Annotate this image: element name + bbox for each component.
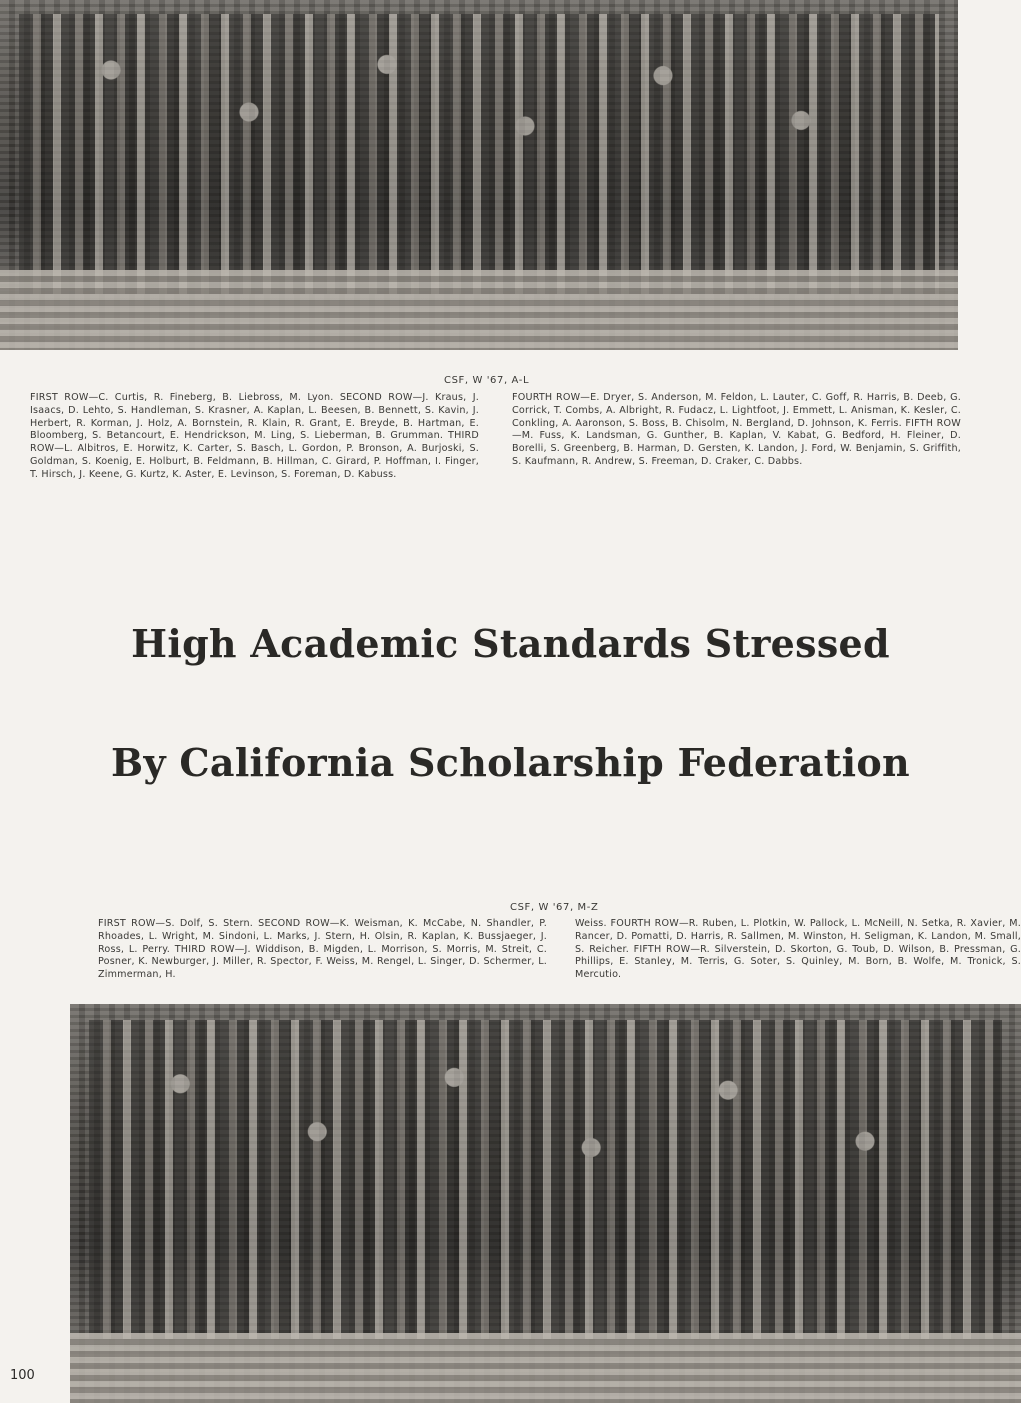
bottom-photo-crowd [89,1020,1002,1339]
caption-1-title: CSF, W '67, A-L [444,375,530,386]
caption-2-title: CSF, W '67, M-Z [510,902,599,913]
caption-2-right-column: Weiss. FOURTH ROW—R. Ruben, L. Plotkin, W. Pallock, L. McNeill, N. Setka, R. Xavier, M. Rancer, D. Pomatti, D. Harris, R. Sallmen, M. Winston, H. Seligman, K. Landon, M. Small, S. Reicher. FIFTH ROW—R. Silverstein, D. Skorton, G. Toub, D. Wilson, B. Pressman, G. Phillips, E. Stanley, M. Terris, G. Soter, S. Quinley, M. Born, B. Wolfe, M. Tronick, S. Mercutio. [575,918,1021,981]
top-group-photo [0,0,958,350]
caption-2-left-column: FIRST ROW—S. Dolf, S. Stern. SECOND ROW—K. Weisman, K. McCabe, N. Shandler, P. Rhoades, L. Wright, M. Sindoni, L. Marks, J. Stern, H. Olsin, R. Kaplan, K. Bussjaeger, J. Ross, L. Perry. THIRD ROW—J. Widdison, B. Migden, L. Morrison, S. Morris, M. Streit, C. Posner, K. Newburger, J. Miller, R. Spector, F. Weiss, M. Rengel, L. Singer, D. Schermer, L. Zimmerman, H. [98,918,547,981]
top-photo-steps [0,270,958,350]
headline-line-2: By California Scholarship Federation [111,740,910,785]
top-photo-crowd [19,14,939,294]
bottom-group-photo [70,1004,1021,1403]
page-number: 100 [10,1368,35,1383]
bottom-photo-steps [70,1333,1021,1403]
headline-line-1: High Academic Standards Stressed [131,621,890,666]
caption-1-left-column: FIRST ROW—C. Curtis, R. Fineberg, B. Liebross, M. Lyon. SECOND ROW—J. Kraus, J. Isaacs, D. Lehto, S. Handleman, S. Krasner, A. Kaplan, L. Beesen, B. Bennett, S. Kavin, J. Herbert, R. Korman, J. Holz, A. Bornstein, R. Klain, R. Grant, E. Breyde, B. Hartman, E. Bloomberg, S. Betancourt, E. Hendrickson, M. Ling, S. Lieberman, B. Grumman. THIRD ROW—L. Albitros, E. Horwitz, K. Carter, S. Basch, L. Gordon, P. Bronson, A. Burjoski, S. Goldman, S. Koenig, E. Holburt, B. Feldmann, B. Hillman, C. Girard, P. Hoffman, I. Finger, T. Hirsch, J. Keene, G. Kurtz, K. Aster, E. Levinson, S. Foreman, D. Kabuss. [30,392,479,480]
caption-1-right-column: FOURTH ROW—E. Dryer, S. Anderson, M. Feldon, L. Lauter, C. Goff, R. Harris, B. Deeb, G. Corrick, T. Combs, A. Albright, R. Fudacz, L. Lightfoot, J. Emmett, L. Anisman, K. Kesler, C. Conkling, A. Aaronson, S. Boss, B. Chisolm, N. Bergland, D. Johnson, K. Ferris. FIFTH ROW—M. Fuss, K. Landsman, G. Gunther, B. Kaplan, V. Kabat, G. Bedford, H. Fleiner, D. Borelli, S. Greenberg, B. Harman, D. Gersten, K. Landon, J. Ford, W. Benjamin, S. Griffith, S. Kaufmann, R. Andrew, S. Freeman, D. Craker, C. Dabbs. [512,392,961,467]
